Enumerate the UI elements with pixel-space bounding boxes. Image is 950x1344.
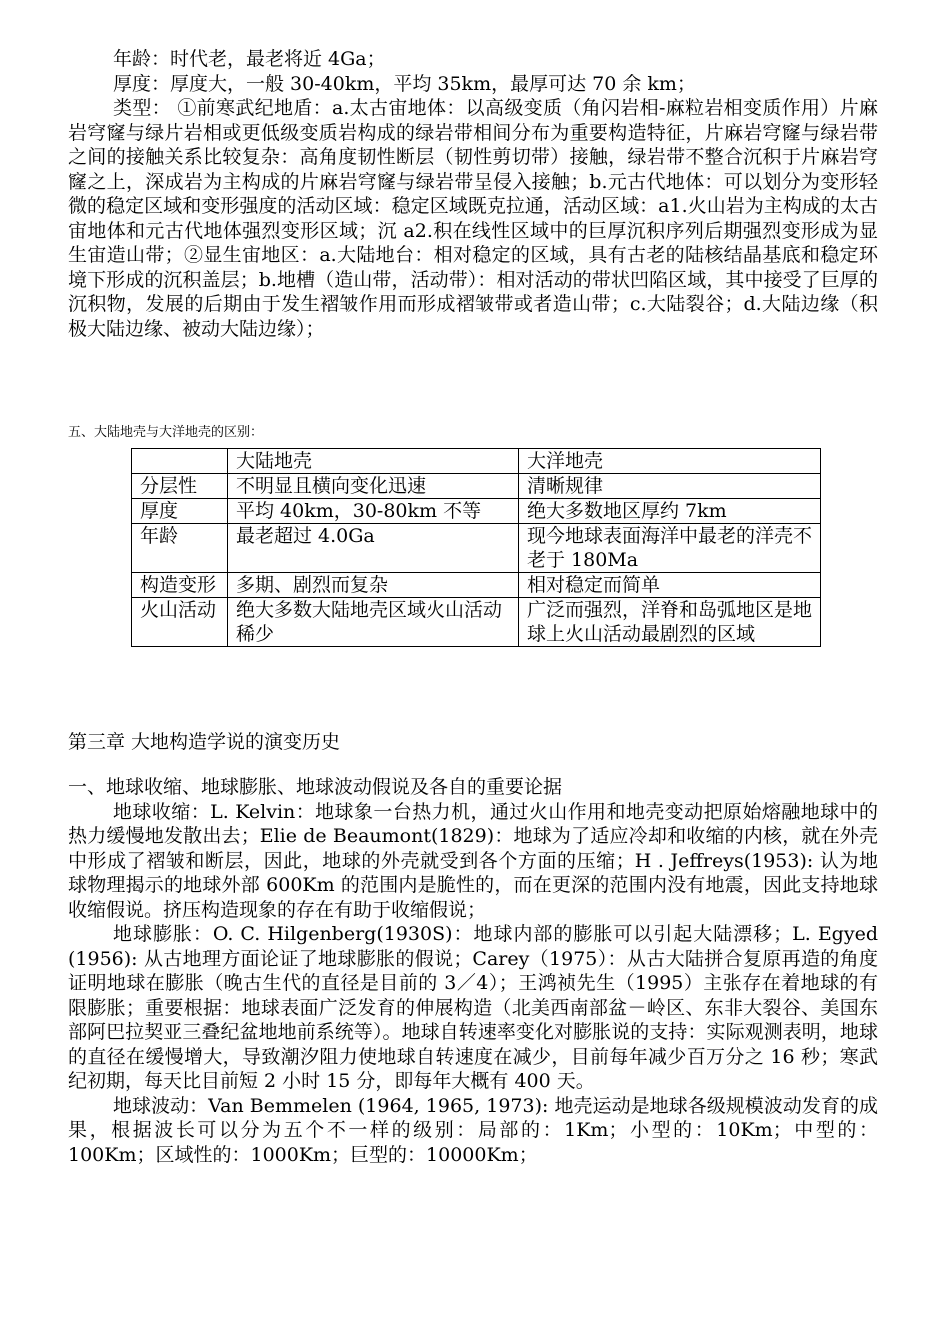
table-cell: 厚度: [132, 499, 228, 524]
section-heading: 一、地球收缩、地球膨胀、地球波动假说及各自的重要论据: [68, 776, 563, 798]
types-paragraph: 类型： ①前寒武纪地盾：a.太古宙地体：以高级变质（角闪岩相-麻粒岩相变质作用）片麻岩穹窿与绿片岩相或更低级变质岩构成的绿岩带相间分布为重要构造特征，片麻岩穹窿与绿岩带之间的接触关系比较复杂：高角度韧性断层（韧性剪切带）接触，绿岩带不整合沉积于片麻岩穹窿之上，深成岩为主构成的片麻岩穹窿与绿岩带呈侵入接触；b.元古代地体：可以划分为变形轻微的稳定区域和变形强度的活动区域：稳定区域既克拉通，活动区域：a1.火山岩为主构成的太古宙地体和元古代地体强烈变形区域；沉 a2.积在线性区域中的巨厚沉积序列后期强烈变形成为显生宙造山带；②显生宙地区：a.大陆地台：相对稳定的区域，具有古老的陆核结晶基底和稳定环境下形成的沉积盖层；b.地槽（造山带，活动带）：相对活动的带状凹陷区域，其中接受了巨厚的沉积物，发展的后期由于发生褶皱作用而形成褶皱带或者造山带；c.大陆裂谷；d.大陆边缘（积极大陆边缘、被动大陆边缘）；: [68, 97, 878, 340]
table-cell: 现今地球表面海洋中最老的洋壳不老于 180Ma: [519, 524, 821, 573]
table-cell: 绝大多数大陆地壳区域火山活动稀少: [228, 598, 519, 647]
table-cell: 不明显且横向变化迅速: [228, 474, 519, 499]
table-header-cell: [132, 449, 228, 474]
table-header-cell: 大洋地壳: [519, 449, 821, 474]
pulsation-paragraph: 地球波动：Van Bemmelen (1964, 1965, 1973): 地壳运动是地球各级规模波动发育的成果，根据波长可以分为五个不一样的级别：局部的：1Km；小型的：10Km；中型的：100Km；区域性的：1000Km；巨型的：10000Km；: [68, 1094, 878, 1166]
age-paragraph: 年龄：时代老，最老将近 4Ga；: [113, 48, 386, 70]
table-cell: 绝大多数地区厚约 7km: [519, 499, 821, 524]
thickness-paragraph: 厚度：厚度大，一般 30-40km，平均 35km，最厚可达 70 余 km；: [113, 72, 696, 95]
table-cell: 火山活动: [132, 598, 228, 647]
table-row: [132, 598, 821, 647]
table-cell: 最老超过 4.0Ga: [228, 524, 519, 573]
table-cell: 年龄: [132, 524, 228, 573]
table-row: [132, 524, 821, 573]
table-cell: 构造变形: [132, 573, 228, 598]
contraction-paragraph: 地球收缩：L. Kelvin：地球象一台热力机，通过火山作用和地壳变动把原始熔融地球中的热力缓慢地发散出去；Elie de Beaumont(1829)：地球为了适应冷却和收缩的内核，就在外壳中形成了褶皱和断层，因此，地球的外壳就受到各个方面的压缩；H . Jeffreys(1953): 认为地球物理揭示的地球外部 600Km 的范围内是脆性的，而在更深的范围内没有地震，因此支持地球收缩假说。挤压构造现象的存在有助于收缩假说；: [68, 800, 878, 921]
table-row: [132, 474, 821, 499]
table-header-row: [132, 449, 821, 474]
table-row: [132, 499, 821, 524]
table-cell: 相对稳定而简单: [519, 573, 821, 598]
chapter-title: 第三章 大地构造学说的演变历史: [68, 731, 341, 753]
crust-types-section: [68, 47, 878, 341]
table-cell: 广泛而强烈，洋脊和岛弧地区是地球上火山活动最剧烈的区域: [519, 598, 821, 647]
table-cell: 平均 40km，30-80km 不等: [228, 499, 519, 524]
table-row: [132, 573, 821, 598]
table-cell: 清晰规律: [519, 474, 821, 499]
expansion-paragraph: 地球膨胀：O. C. Hilgenberg(1930S)：地球内部的膨胀可以引起大陆漂移；L. Egyed (1956): 从古地理方面论证了地球膨胀的假说；Carey（1975）：从古大陆拼合复原再造的角度证明地球在膨胀（晚古生代的直径是目前的 3／4）；王鸿祯先生（1995）主张存在着地球的有限膨胀；重要根据：地球表面广泛发育的伸展构造（北美西南部盆－岭区、东非大裂谷、美国东部阿巴拉契亚三叠纪盆地地前系统等）。地球自转速率变化对膨胀说的支持：实际观测表明，地球的直径在缓慢增大，导致潮汐阻力使地球自转速度在减少，目前每年减少百万分之 16 秒；寒武纪初期，每天比目前短 2 小时 15 分，即每年大概有 400 天。: [68, 923, 878, 1092]
table-caption: 五、大陆地壳与大洋地壳的区别：: [68, 425, 264, 440]
table-cell: 多期、剧烈而复杂: [228, 573, 519, 598]
table-cell: 分层性: [132, 474, 228, 499]
hypotheses-section: [68, 775, 878, 1167]
table-header-cell: 大陆地壳: [228, 449, 519, 474]
crust-comparison-table: [131, 448, 821, 647]
